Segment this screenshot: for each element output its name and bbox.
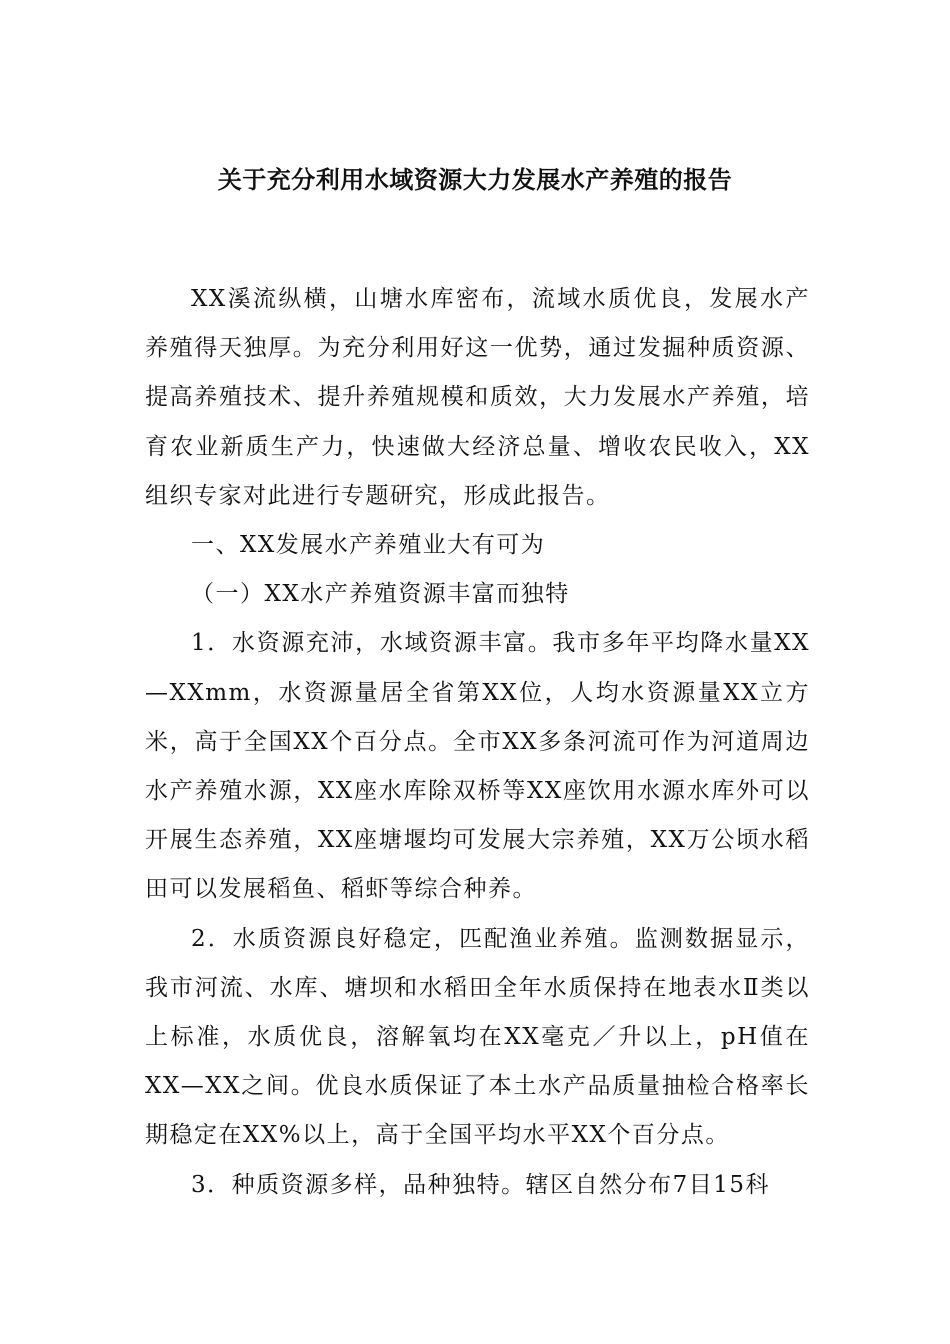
paragraph-germplasm: 3．种质资源多样，品种独特。辖区自然分布7目15科 bbox=[191, 1171, 771, 1198]
document-body bbox=[145, 275, 810, 1210]
paragraph-intro: XX溪流纵横，山塘水库密布，流域水质优良，发展水产养殖得天独厚。为充分利用好这一优势，通过发掘种质资源、提高养殖技术、提升养殖规模和质效，大力发展水产养殖，培育农业新质生产力，快速做大经济总量、增收农民收入，XX组织专家对此进行专题研究，形成此报告。 bbox=[145, 286, 810, 509]
paragraph-water-quality: 2．水质资源良好稳定，匹配渔业养殖。监测数据显示，我市河流、水库、塘坝和水稻田全年水质保持在地表水Ⅱ类以上标准，水质优良，溶解氧均在XX毫克／升以上，pH值在XX—XX之间。优良水质保证了本土水产品质量抽检合格率长期稳定在XX%以上，高于全国平均水平XX个百分点。 bbox=[145, 925, 810, 1149]
heading-subsection-1: （一）XX水产养殖资源丰富而独特 bbox=[191, 581, 570, 608]
document-title: 关于充分利用水域资源大力发展水产养殖的报告 bbox=[217, 165, 733, 194]
paragraph-water-resources: 1．水资源充沛，水域资源丰富。我市多年平均降水量XX—XXmm，水资源量居全省第XX位，人均水资源量XX立方米，高于全国XX个百分点。全市XX多条河流可作为河道周边水产养殖水源，XX座水库除双桥等XX座饮用水源水库外可以开展生态养殖，XX座塘堰均可发展大宗养殖，XX万公顷水稻田可以发展稻鱼、稻虾等综合种养。 bbox=[145, 630, 810, 903]
heading-section-1: 一、XX发展水产养殖业大有可为 bbox=[191, 532, 546, 559]
